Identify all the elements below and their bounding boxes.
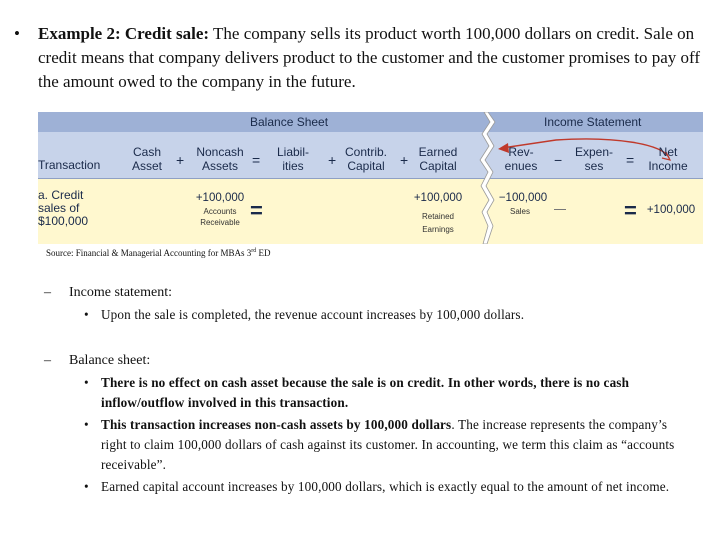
noncash-assets-header: Noncash Assets — [196, 145, 244, 173]
revenue-value: −100,000 — [498, 192, 548, 204]
noncash-value: +100,000 — [195, 192, 245, 204]
row-label: a. Credit sales of $100,000 — [38, 188, 89, 228]
expenses-header: Expen- ses — [574, 145, 614, 173]
net-equals-sign: = — [624, 198, 637, 223]
earned-value: +100,000 — [413, 192, 463, 204]
balance-sheet-title: Balance Sheet — [250, 115, 329, 129]
cash-asset-header: Cash Asset — [131, 145, 162, 173]
revenue-sub-label: Sales — [509, 207, 530, 216]
earned-capital-header: Earned Capital — [418, 145, 458, 173]
contrib-capital-header: Contrib. Capital — [344, 145, 388, 173]
balance-sheet-bullet-2: • This transaction increases non-cash assets by 100,000 dollars. The increase represents the company’s right to claim 100,000 dollars of cash against its customer. In accounting, we term this claim as “accounts receivable”. — [84, 417, 675, 472]
balance-sheet-bullet-3: • Earned capital account increases by 100,000 dollars, which is exactly equal to the amount of net income. — [84, 479, 670, 494]
net-income-value: +100,000 — [646, 204, 696, 216]
net-income-header: Net Income — [648, 145, 688, 173]
earned-sub-label: Retained Earnings — [421, 212, 455, 234]
transaction-figure: Balance Sheet Income Statement Transaction Cash Asset + Noncash Assets = Liabil- ities + Contrib. Capital + Earned Capital Rev- enues − Expen- ses = Net Income a. Credit sales of $100,000 +100,000 Accounts Receivable = +100,000 Retained Earnings −100,000 Sales = +100,000 — [38, 112, 703, 244]
balance-sheet-heading: – Balance sheet: — [44, 353, 151, 368]
intro-bullet: • — [14, 24, 20, 43]
income-statement-heading: – Income statement: — [44, 285, 173, 300]
intro-label: Example 2: Credit sale: — [38, 24, 210, 43]
intro-text: The company sells its product worth 100,000 dollars on credit. Sale on credit means that company delivers product to the customer and the customer promises to pay off the amount owed to the company in the future. — [38, 24, 701, 91]
figure-data-row — [38, 178, 703, 244]
liabilities-header: Liabil- ities — [276, 145, 309, 173]
revenues-header: Rev- enues — [504, 145, 538, 173]
balance-sheet-bullet-1: • There is no effect on cash asset because the sale is on credit. In other words, there is no cash inflow/outflow involved in this transaction. — [84, 375, 630, 410]
equals-sign: = — [250, 198, 263, 223]
income-statement-bullet: • Upon the sale is completed, the revenue account increases by 100,000 dollars. — [84, 307, 525, 322]
source-citation: Source: Financial & Managerial Accounting for MBAs 3rd ED — [46, 248, 271, 258]
torn-edge-divider — [476, 112, 496, 244]
transaction-header: Transaction — [38, 158, 101, 172]
income-statement-title: Income Statement — [544, 115, 642, 129]
intro-paragraph — [14, 22, 704, 94]
noncash-sub-label: Accounts Receivable — [200, 207, 240, 227]
